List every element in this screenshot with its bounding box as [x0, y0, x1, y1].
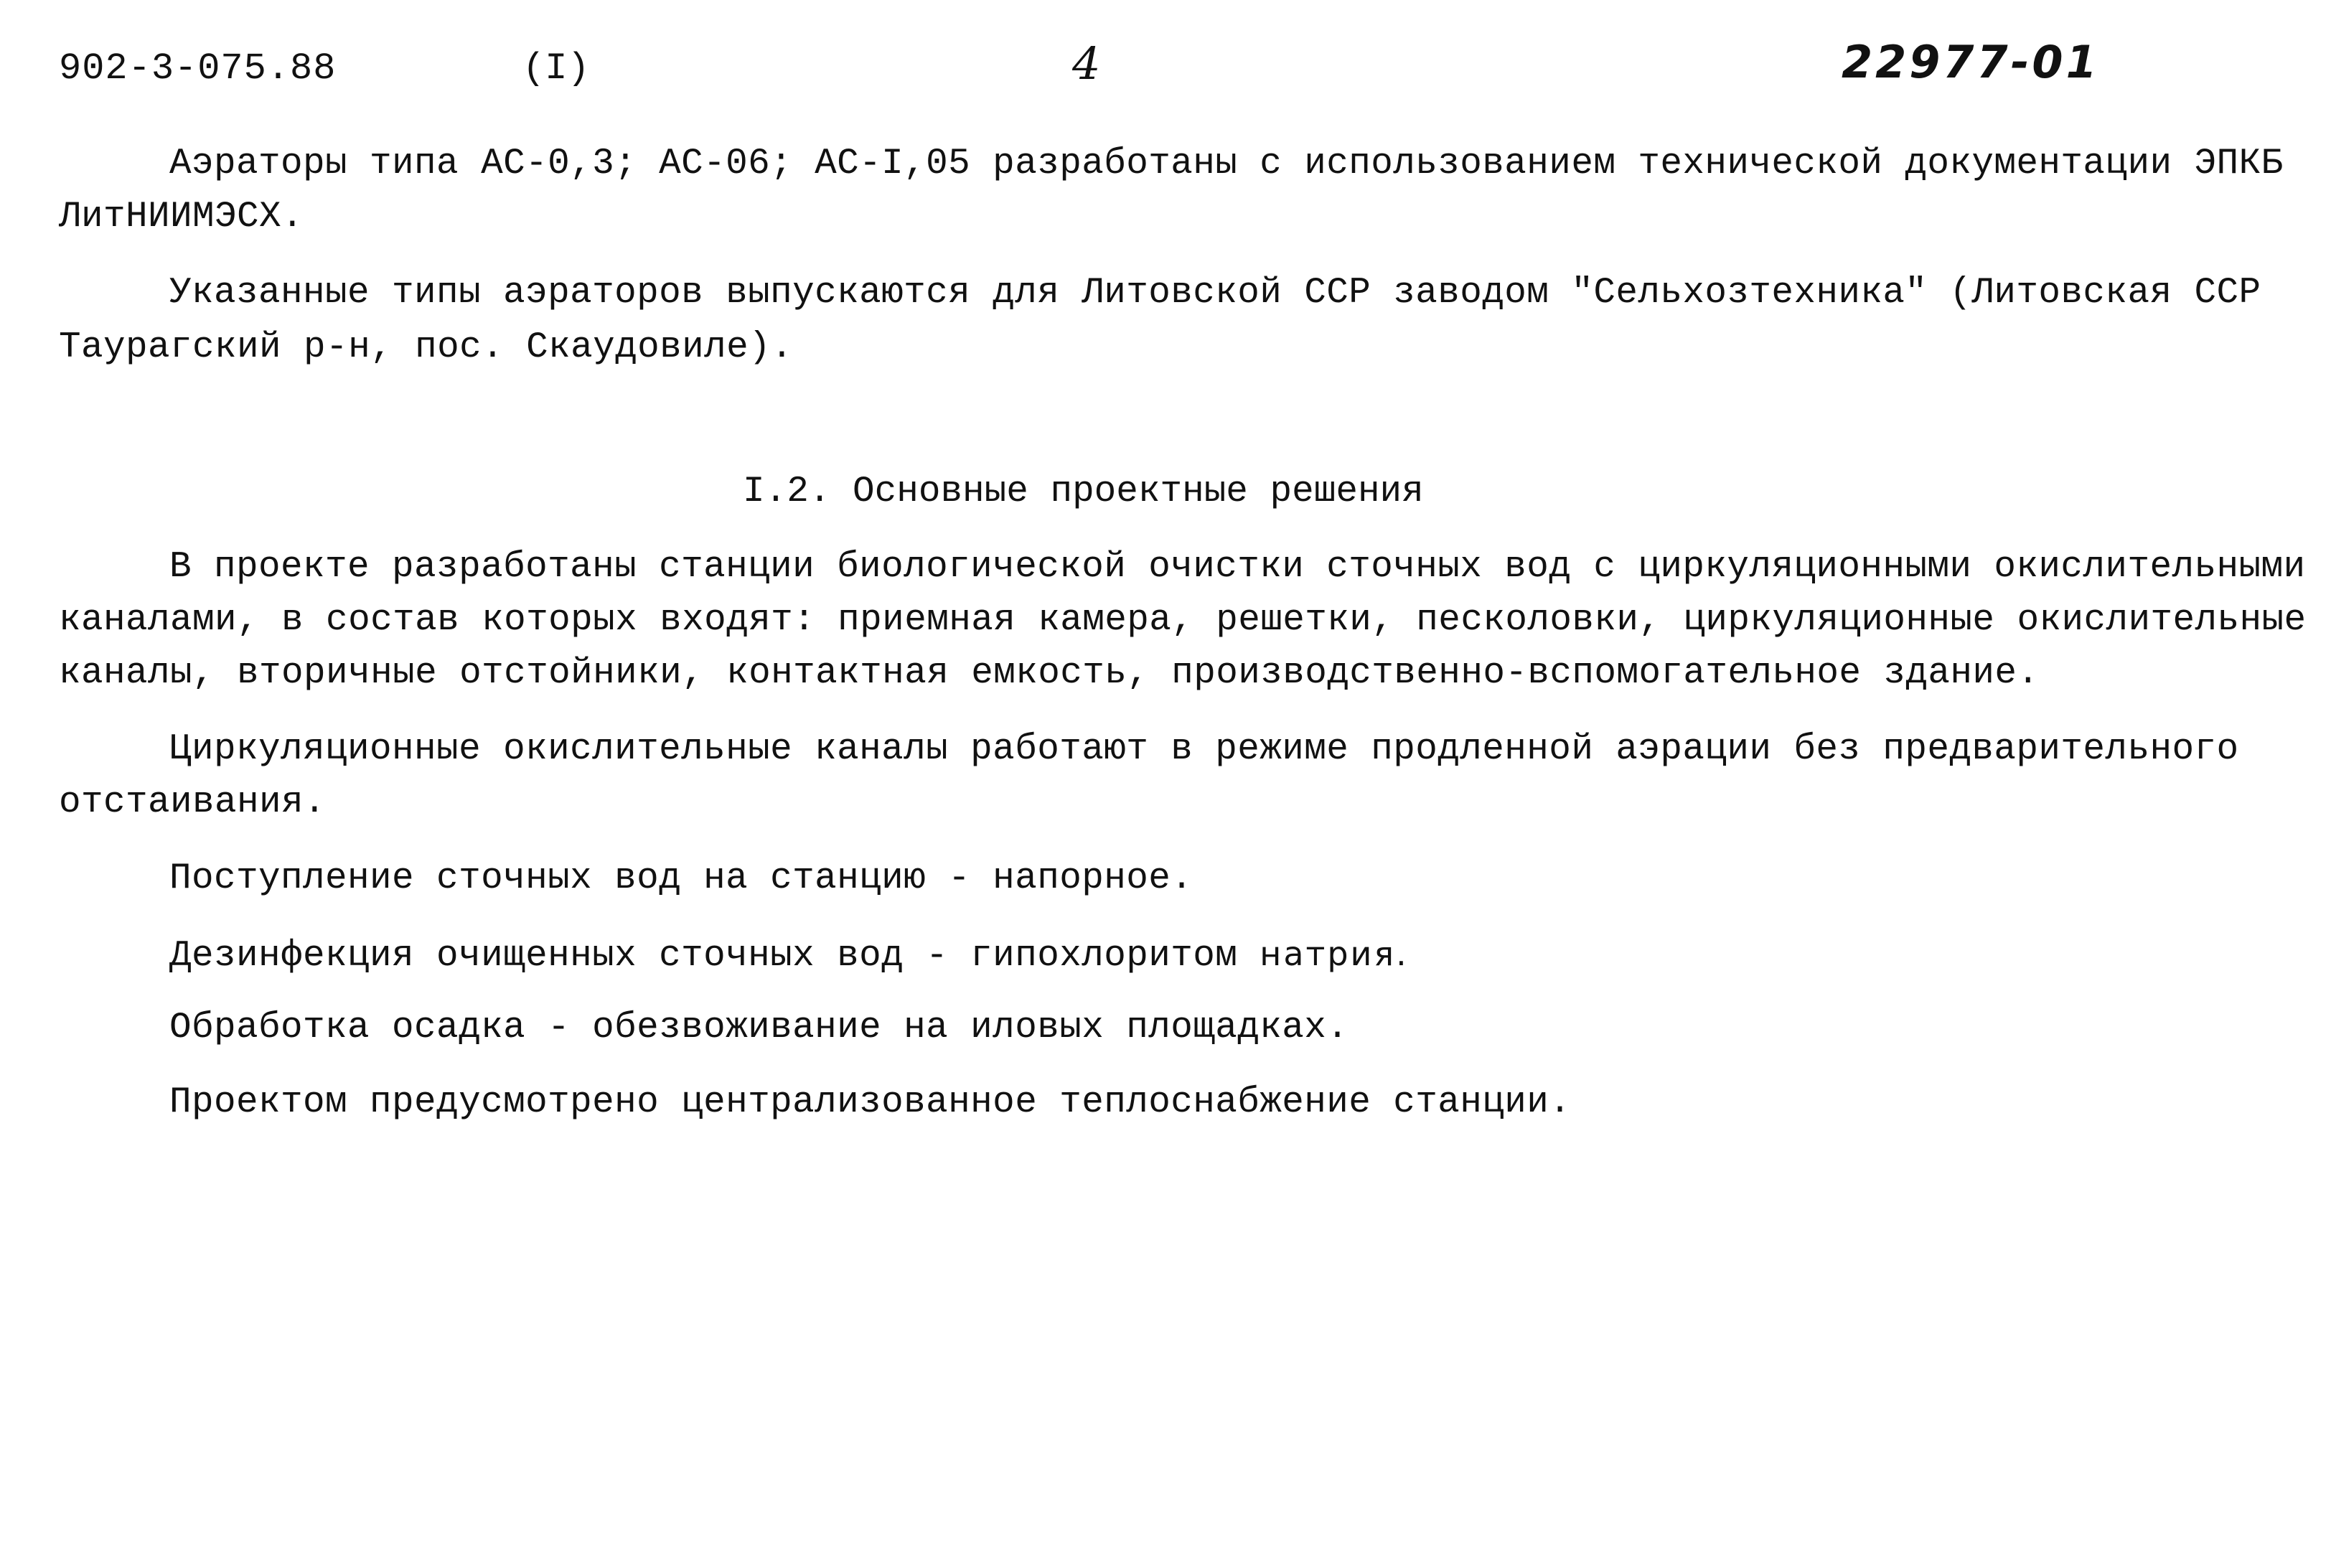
paragraph-sludge: Обработка осадка - обезвоживание на иловых площадках. — [169, 1008, 1349, 1048]
paragraph-manufacturer-line-2: Таурагский р-н, пос. Скаудовиле). — [59, 327, 794, 368]
paragraph-heating: Проектом предусмотрено централизованное теплоснабжение станции. — [169, 1082, 1572, 1123]
paragraph-design-line-1: В проекте разработаны станции биологической очистки сточных вод с циркуляционными окислительными — [169, 547, 2306, 588]
paragraph-design-line-3: каналы, вторичные отстойники, контактная емкость, производственно-вспомогательное здание. — [59, 653, 2040, 694]
disinfection-handwritten-text: натрия. — [1260, 934, 1409, 973]
part-number: (I) — [522, 47, 590, 90]
section-heading: I.2. Основные проектные решения — [743, 471, 1424, 512]
paragraph-manufacturer-line-1: Указанные типы аэраторов выпускаются для Литовской ССР заводом "Сельхозтехника" (Литовская ССР — [169, 273, 2261, 314]
page-number: 4 — [1072, 37, 1101, 90]
paragraph-channels-line-2: отстаивания. — [59, 782, 327, 823]
paragraph-inflow: Поступление сточных вод на станцию - напорное. — [169, 858, 1193, 899]
paragraph-design-line-2: каналами, в состав которых входят: приемная камера, решетки, песколовки, циркуляционные окислительные — [59, 600, 2307, 641]
paragraph-aerators-line-2: ЛитНИИМЭСХ. — [59, 197, 304, 238]
paragraph-disinfection — [169, 927, 1409, 983]
paragraph-channels-line-1: Циркуляционные окислительные каналы работают в режиме продленной аэрации без предварительного — [169, 729, 2239, 770]
inventory-number: 22977-01 — [1842, 36, 2100, 88]
document-code: 902-3-075.88 — [59, 47, 337, 90]
disinfection-typed-text: Дезинфекция очищенных сточных вод - гипохлоритом — [169, 936, 1238, 977]
paragraph-aerators-line-1: Аэраторы типа АС-0,3; АС-06; АС-I,05 разработаны с использованием технической документации ЭПКБ — [169, 144, 2284, 184]
